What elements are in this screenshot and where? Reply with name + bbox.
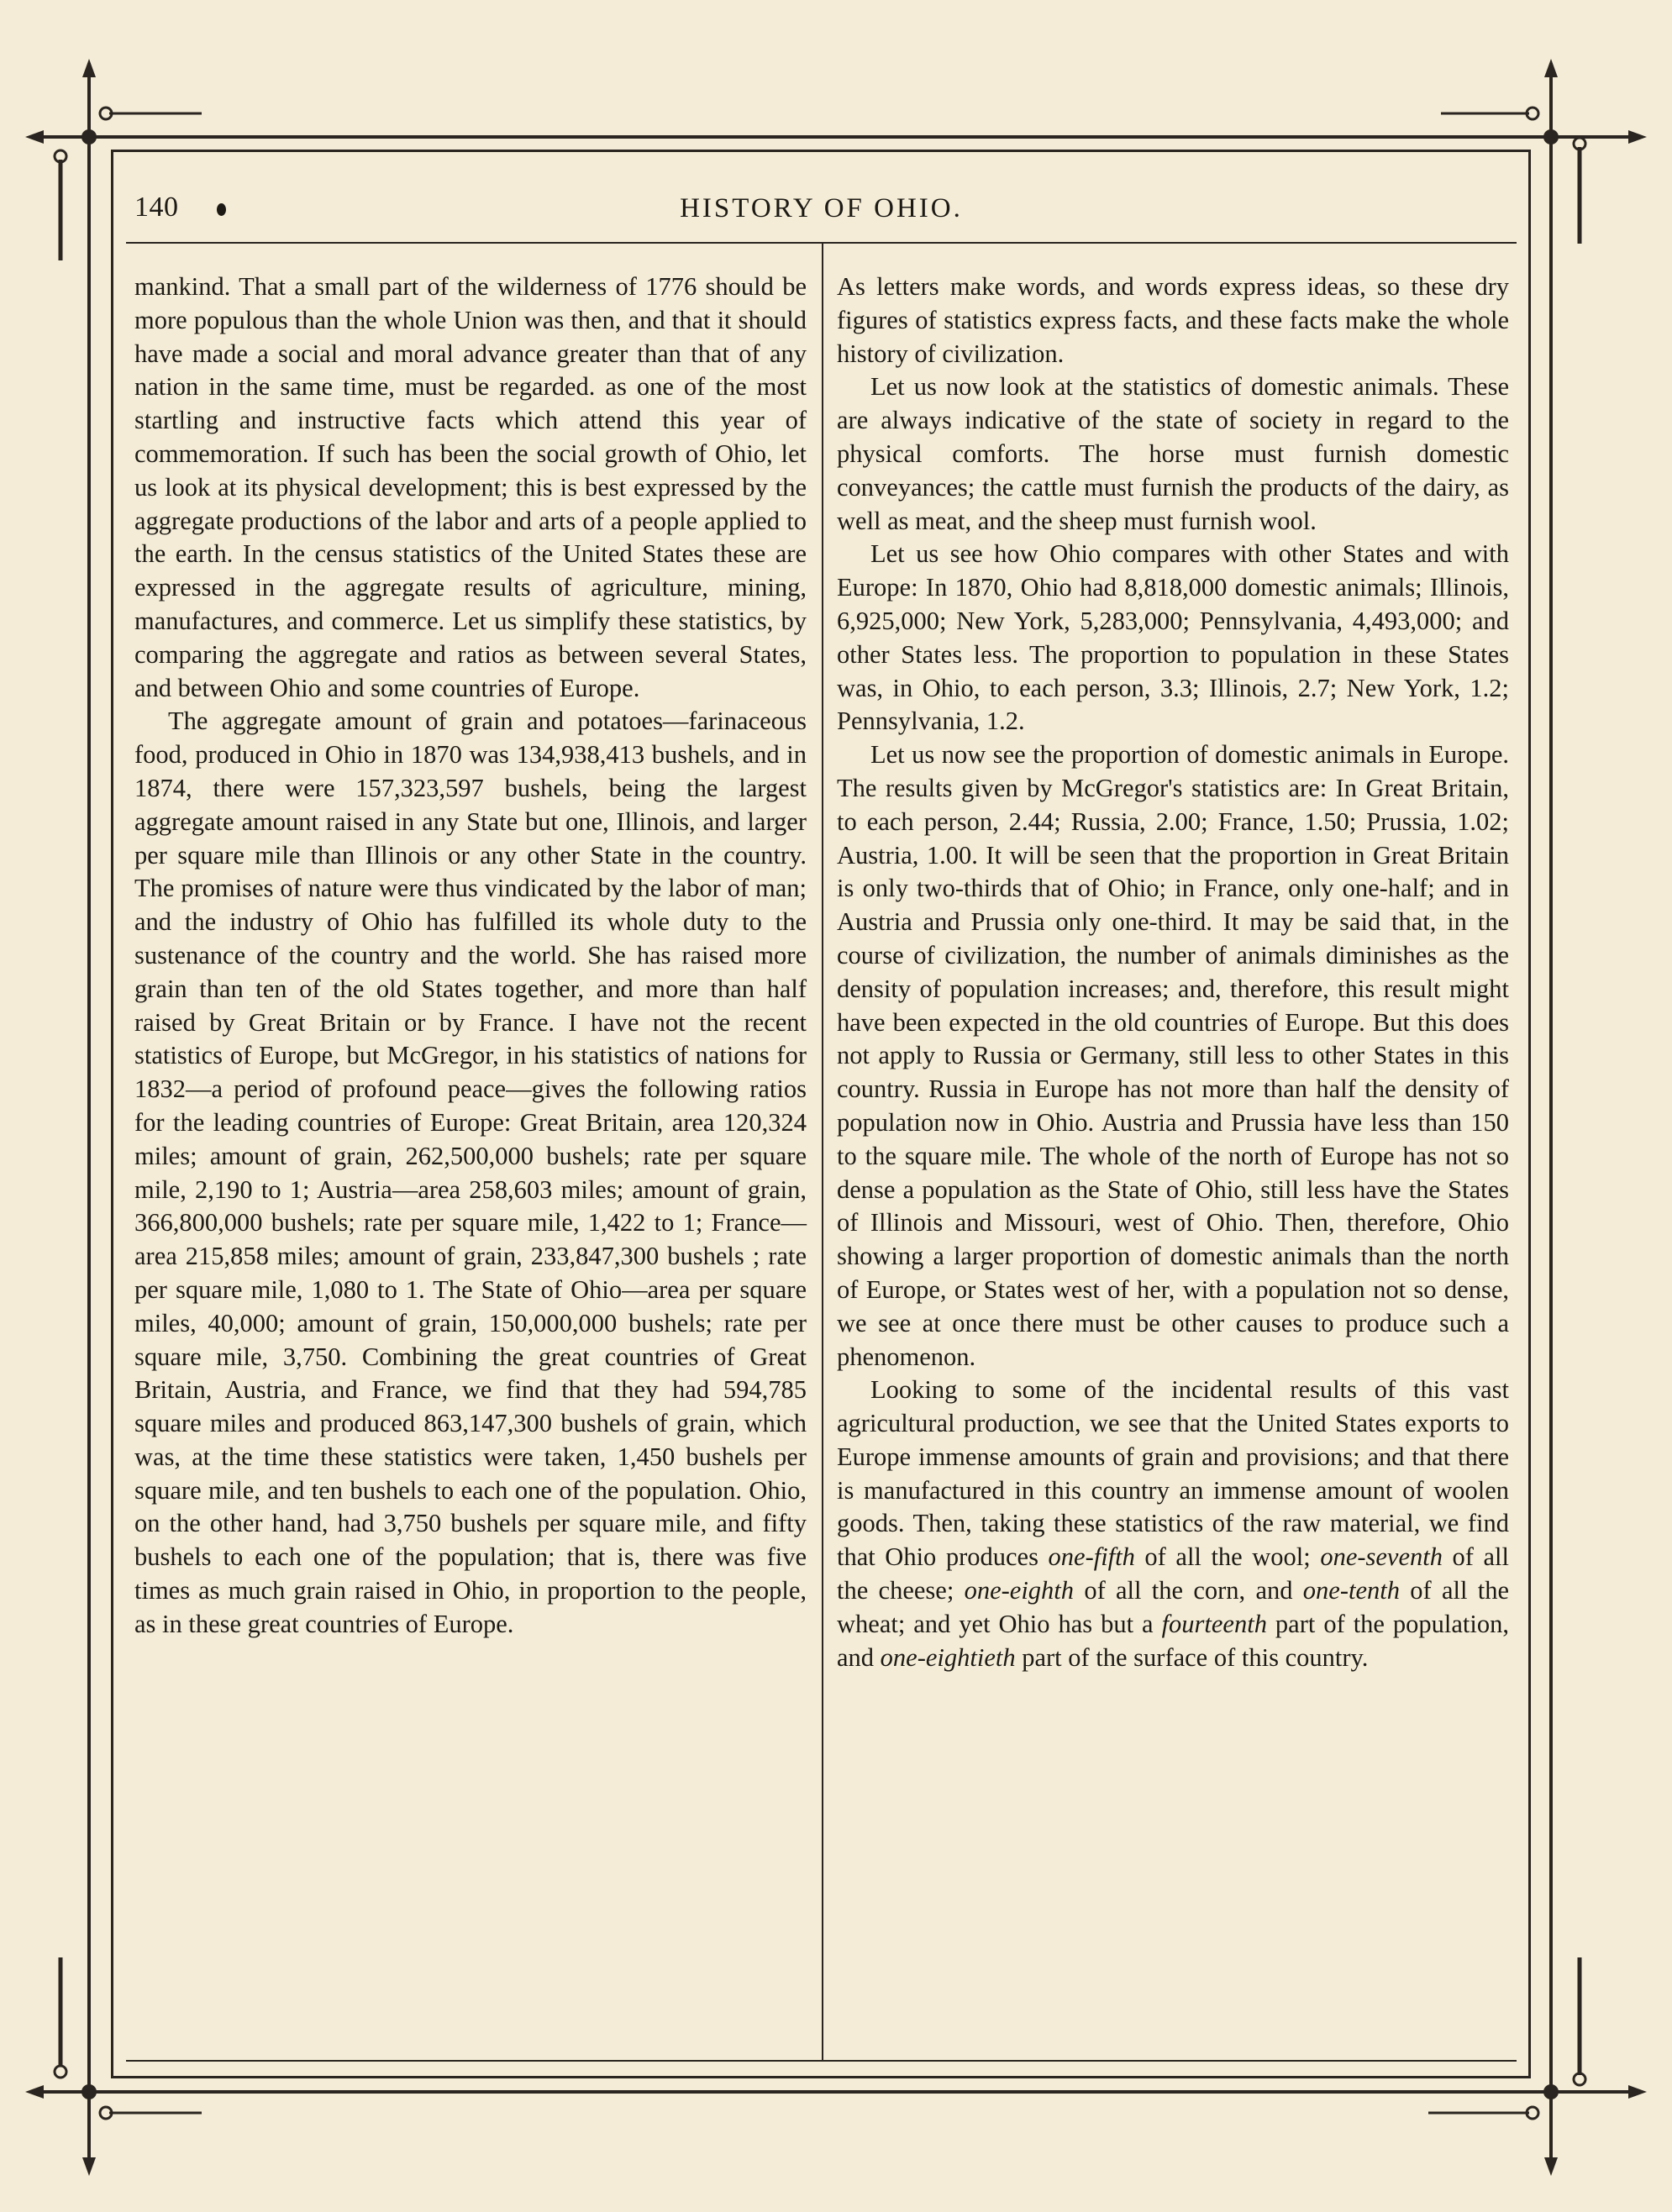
right-bottom-curl bbox=[1574, 2073, 1585, 2085]
bottom-right-corner-knot-icon bbox=[1543, 2084, 1559, 2099]
emphasis-one-tenth: one-tenth bbox=[1302, 1576, 1400, 1605]
page-number: 140 bbox=[134, 192, 179, 223]
text-run: part of the surface of this country. bbox=[1015, 1642, 1369, 1672]
text-run: of all the cheese; bbox=[837, 1542, 1509, 1605]
left-paragraph-2: The aggregate amount of grain and potatoes—farinaceous food, produced in Ohio in 1870 was 134,938,413 bushels, and in 1874, there were 157,323,597 bushels, being the largest aggregate amount raised in any State but one, Illinois, and larger per square mile than Illinois or any other State in the country. The promises of nature were thus vindicated by the labor of man; and the industry of Ohio has fulfilled its whole duty to the sustenance of the country and the world. She has raised more grain than ten of the old States together, and more than half raised by Great Britain or by France. I have not the recent statistics of Europe, but McGregor, in his statistics of nations for 1832—a period of profound peace—gives the following ratios for the leading countries of Europe: Great Britain, area 120,324 miles; amount of grain, 262,500,000 bushels; rate per square mile, 2,190 to 1; Austria—area 258,603 miles; amount of grain, 366,800,000 bushels; rate per square mile, 1,422 to 1; France—area 215,858 miles; amount of grain, 233,847,300 bushels ; rate per square mile, 1,080 to 1. The State of Ohio—area per square miles, 40,000; amount of grain, 150,000,000 bushels; rate per square mile, 3,750. Combining the great countries of Great Britain, Austria, and France, we find that they had 594,785 square miles and produced 863,147,300 bushels of grain, which was, at the time these statistics were taken, 1,450 bushels per square mile, and ten bushels to each one of the population. Ohio, on the other hand, had 3,750 bushels per square mile, and fifty bushels to each one of the population; that is, there was five times as much grain raised in Ohio, in proportion to the people, as in these great countries of Europe. bbox=[134, 707, 807, 1638]
left-column bbox=[134, 271, 807, 1642]
right-top-arrow-icon bbox=[1628, 130, 1647, 144]
emphasis-fourteenth: fourteenth bbox=[1161, 1609, 1267, 1638]
emphasis-one-fifth: one-fifth bbox=[1048, 1542, 1135, 1572]
column-divider bbox=[822, 244, 823, 2060]
bottom-left-corner-knot-icon bbox=[81, 2084, 97, 2099]
right-bottom-arrow-icon bbox=[1628, 2085, 1647, 2099]
left-bottom-arrow-icon bbox=[25, 2085, 44, 2099]
right-column bbox=[837, 271, 1509, 1674]
footer-rule bbox=[126, 2060, 1517, 2062]
page-header bbox=[126, 187, 1517, 237]
emphasis-one-seventh: one-seventh bbox=[1320, 1542, 1443, 1572]
left-top-arrow-icon bbox=[25, 130, 44, 144]
text-run: of all the corn, and bbox=[1074, 1576, 1303, 1605]
bottom-right-arrow-icon bbox=[1544, 2157, 1558, 2176]
right-paragraph-3: Let us see how Ohio compares with other States and with Europe: In 1870, Ohio had 8,818,000 domestic animals; Illinois, 6,925,000; New York, 5,283,000; Pennsylvania, 4,493,000; and other States less. The proportion to population in these States was, in Ohio, to each person, 3.3; Illinois, 2.7; New York, 1.2; Pennsylvania, 1.2. bbox=[837, 539, 1509, 736]
left-paragraph-1: mankind. That a small part of the wilderness of 1776 should be more populous than the whole Union was then, and that it should have made a social and moral advance greater than that of any nation in the same time, must be regarded. as one of the most startling and instructive facts which attend this year of commemoration. If such has been the social growth of Ohio, let us look at its physical development; this is best expressed by the aggregate productions of the labor and arts of a people applied to the earth. In the census statistics of the United States these are expressed in the aggregate results of agriculture, mining, manufactures, and commerce. Let us simplify these statistics, by comparing the aggregate and ratios as between several States, and between Ohio and some countries of Europe. bbox=[134, 272, 807, 702]
right-paragraph-5 bbox=[837, 1374, 1509, 1674]
top-left-corner-knot-icon bbox=[81, 129, 97, 144]
right-paragraph-1: As letters make words, and words express ideas, so these dry figures of statistics express facts, and these facts make the whole history of civilization. bbox=[837, 272, 1509, 368]
left-bottom-curl bbox=[55, 2066, 66, 2078]
bottom-left-arrow-icon bbox=[82, 2157, 96, 2176]
running-head: HISTORY OF OHIO. bbox=[680, 193, 963, 223]
text-run: of all the wheat; and yet Ohio has but a bbox=[837, 1576, 1509, 1638]
emphasis-one-eighth: one-eighth bbox=[964, 1576, 1075, 1605]
top-right-corner-knot-icon bbox=[1543, 129, 1559, 144]
emphasis-one-eightieth: one-eightieth bbox=[880, 1642, 1016, 1672]
text-run: part of the population, and bbox=[837, 1609, 1510, 1672]
text-run: Looking to some of the incidental results of this vast agricultural production, we see that the United States exports to Europe immense amounts of grain and provisions; and that there is manufactured in this country an immense amount of woolen goods. Then, taking these statistics of the raw material, we find that Ohio produces bbox=[837, 1375, 1509, 1572]
top-left-arrow-icon bbox=[82, 59, 96, 77]
right-paragraph-4: Let us now see the proportion of domestic animals in Europe. The results given by McGregor's statistics are: In Great Britain, to each person, 2.44; Russia, 2.00; France, 1.50; Prussia, 1.02; Austria, 1.00. It will be seen that the proportion in Great Britain is only two-thirds that of Ohio; in France, only one-half; and in Austria and Prussia only one-third. It may be said that, in the course of civilization, the number of animals diminishes as the density of population increases; and, therefore, this result might have been expected in the old countries of Europe. But this does not apply to Russia or Germany, still less to other States in this country. Russia in Europe has not more than half the density of population now in Ohio. Austria and Prussia have less than 150 to the square mile. The whole of the north of Europe has not so dense a population as the State of Ohio, still less have the States of Illinois and Missouri, west of Ohio. Then, therefore, Ohio showing a larger proportion of domestic animals than the north of Europe, or States west of her, with a population not so dense, we see at once there must be other causes to produce such a phenomenon. bbox=[837, 740, 1509, 1371]
top-right-arrow-icon bbox=[1544, 59, 1558, 77]
text-run: of all the wool; bbox=[1134, 1542, 1321, 1572]
right-paragraph-2: Let us now look at the statistics of domestic animals. These are always indicative of the state of society in regard to the physical comforts. The horse must furnish domestic conveyances; the cattle must furnish the products of the dairy, as well as meat, and the sheep must furnish wool. bbox=[837, 372, 1509, 535]
